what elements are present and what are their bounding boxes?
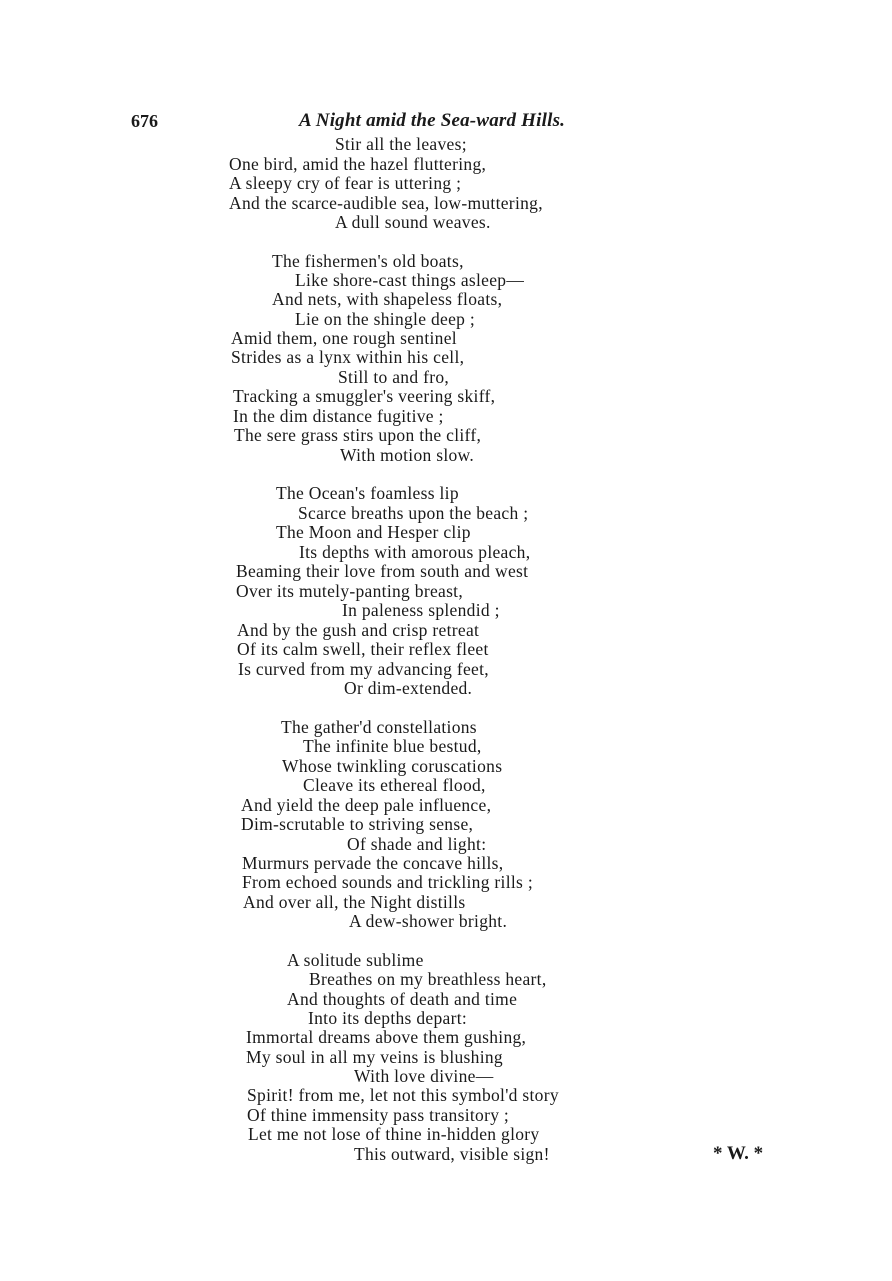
poem-line: And nets, with shapeless floats,	[272, 289, 503, 309]
poem-line: And over all, the Night distills	[243, 892, 466, 912]
poem-line: Amid them, one rough sentinel	[231, 328, 457, 348]
poem-line: Lie on the shingle deep ;	[295, 309, 476, 329]
poem-line: My soul in all my veins is blushing	[246, 1047, 503, 1067]
poem-line: Stir all the leaves;	[335, 134, 467, 154]
poem-line: Or dim-extended.	[344, 678, 473, 698]
page-number: 676	[131, 111, 158, 131]
poem-line: Scarce breaths upon the beach ;	[298, 503, 529, 523]
poem-line: The Moon and Hesper clip	[276, 522, 471, 542]
poem-line: A dew-shower bright.	[349, 911, 508, 931]
poem-line: A solitude sublime	[287, 950, 424, 970]
poem-line: Of thine immensity pass transitory ;	[247, 1105, 510, 1125]
poem-line: Of its calm swell, their reflex fleet	[237, 639, 489, 659]
poem-line: Dim-scrutable to striving sense,	[241, 814, 474, 834]
running-title: A Night amid the Sea-ward Hills.	[299, 110, 566, 131]
poem-line: Whose twinkling coruscations	[282, 756, 503, 776]
poem-line: The sere grass stirs upon the cliff,	[234, 425, 482, 445]
poem-line: Immortal dreams above them gushing,	[246, 1027, 527, 1047]
poem-line: The Ocean's foamless lip	[276, 483, 459, 503]
poem-line: With love divine—	[354, 1066, 494, 1086]
poem-line: A dull sound weaves.	[335, 212, 491, 232]
poem-line: And by the gush and crisp retreat	[237, 620, 480, 640]
poem-line: With motion slow.	[340, 445, 475, 465]
poem-line: From echoed sounds and trickling rills ;	[242, 872, 533, 892]
poem-line: Breathes on my breathless heart,	[309, 969, 547, 989]
poem-line: In the dim distance fugitive ;	[233, 406, 444, 426]
poem-line: In paleness splendid ;	[342, 600, 500, 620]
poem-line: Of shade and light:	[347, 834, 487, 854]
poem-line: Cleave its ethereal flood,	[303, 775, 486, 795]
poem-line: The infinite blue bestud,	[303, 736, 482, 756]
poem-line: Over its mutely-panting breast,	[236, 581, 464, 601]
poem-line: And thoughts of death and time	[287, 989, 518, 1009]
poem-line: Spirit! from me, let not this symbol'd story	[247, 1085, 559, 1105]
poem-line: And yield the deep pale influence,	[241, 795, 492, 815]
poem-line: Tracking a smuggler's veering skiff,	[233, 386, 496, 406]
poem-line: Let me not lose of thine in-hidden glory	[248, 1124, 540, 1144]
poem-line: The fishermen's old boats,	[272, 251, 464, 271]
poem-line: Murmurs pervade the concave hills,	[242, 853, 504, 873]
poem-line: The gather'd constellations	[281, 717, 477, 737]
poem-line: Strides as a lynx within his cell,	[231, 347, 465, 367]
poem-line: A sleepy cry of fear is uttering ;	[229, 173, 462, 193]
poem-line: Into its depths depart:	[308, 1008, 468, 1028]
poem-line: Beaming their love from south and west	[236, 561, 529, 581]
author-signature: * W. *	[713, 1143, 764, 1164]
poem-line: One bird, amid the hazel fluttering,	[229, 154, 487, 174]
poem-line: And the scarce-audible sea, low-muttering,	[229, 193, 543, 213]
poem-line: Is curved from my advancing feet,	[238, 659, 489, 679]
poem-line: Still to and fro,	[338, 367, 450, 387]
poem-line: Its depths with amorous pleach,	[299, 542, 531, 562]
poem-line: This outward, visible sign!	[354, 1144, 550, 1164]
poem-line: Like shore-cast things asleep—	[295, 270, 525, 290]
